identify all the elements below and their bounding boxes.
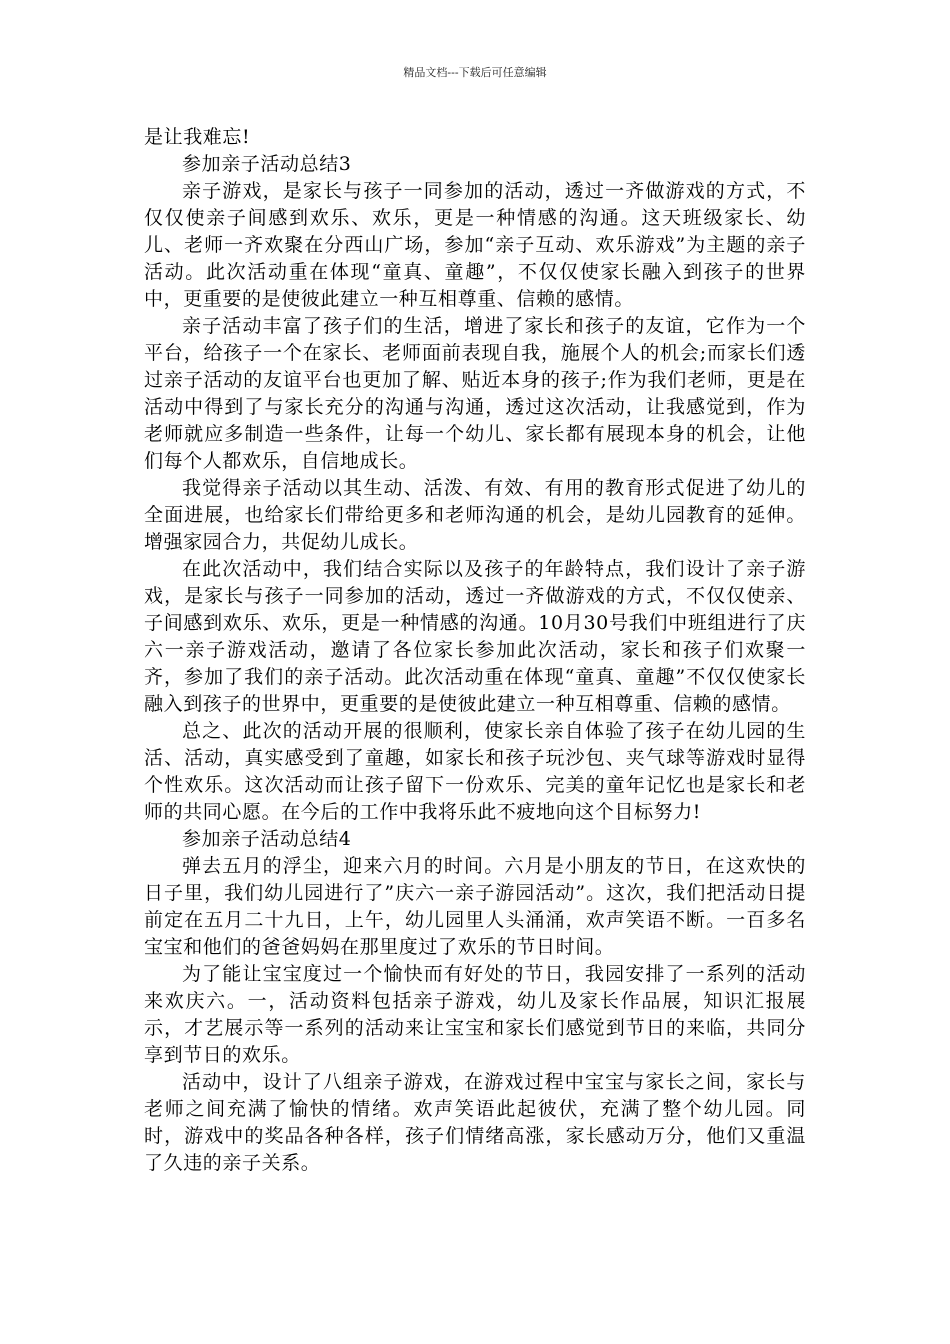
paragraph: 为了能让宝宝度过一个愉快而有好处的节日，我园安排了一系列的活动来欢庆六。一，活动资料包括亲子游戏，幼儿及家长作品展，知识汇报展示，才艺展示等一系列的活动来让宝宝和家长们感觉到节日的来临，共同分享到节日的欢乐。 <box>144 963 806 1066</box>
document-body <box>144 124 806 1177</box>
paragraph: 总之、此次的活动开展的很顺利，使家长亲自体验了孩子在幼儿园的生活、活动，真实感受到了童趣，如家长和孩子玩沙包、夹气球等游戏时显得个性欢乐。这次活动而让孩子留下一份欢乐、完美的童年记忆也是家长和老师的共同心愿。在今后的工作中我将乐此不疲地向这个目标努力! <box>144 720 806 823</box>
paragraph-continuation: 是让我难忘! <box>144 126 251 148</box>
paragraph: 我觉得亲子活动以其生动、活泼、有效、有用的教育形式促进了幼儿的全面进展，也给家长们带给更多和老师沟通的机会，是幼儿园教育的延伸。增强家园合力，共促幼儿成长。 <box>144 477 806 553</box>
paragraph: 亲子游戏，是家长与孩子一同参加的活动，透过一齐做游戏的方式，不仅仅使亲子间感到欢乐、欢乐，更是一种情感的沟通。这天班级家长、幼儿、老师一齐欢聚在分西山广场，参加“亲子互动、欢乐游戏”为主题的亲子活动。此次活动重在体现“童真、童趣”，不仅仅使家长融入到孩子的世界中，更重要的是使彼此建立一种互相尊重、信赖的感情。 <box>144 180 806 310</box>
page-header: 精品文档---下载后可任意编辑 <box>403 66 547 79</box>
section-heading-4: 参加亲子活动总结4 <box>182 828 352 850</box>
paragraph: 活动中，设计了八组亲子游戏，在游戏过程中宝宝与家长之间，家长与老师之间充满了愉快的情绪。欢声笑语此起彼伏，充满了整个幼儿园。同时，游戏中的奖品各种各样，孩子们情绪高涨，家长感动万分，他们又重温了久违的亲子关系。 <box>144 1071 806 1174</box>
paragraph: 弹去五月的浮尘，迎来六月的时间。六月是小朋友的节日，在这欢快的日子里，我们幼儿园进行了”庆六一亲子游园活动”。这次，我们把活动日提前定在五月二十九日，上午，幼儿园里人头涌涌，欢声笑语不断。一百多名宝宝和他们的爸爸妈妈在那里度过了欢乐的节日时间。 <box>144 855 806 958</box>
section-heading-3: 参加亲子活动总结3 <box>182 153 352 175</box>
paragraph: 亲子活动丰富了孩子们的生活，增进了家长和孩子的友谊，它作为一个平台，给孩子一个在家长、老师面前表现自我，施展个人的机会;而家长们透过亲子活动的友谊平台也更加了解、贴近本身的孩子;作为我们老师，更是在活动中得到了与家长充分的沟通与沟通，透过这次活动，让我感觉到，作为老师就应多制造一些条件，让每一个幼儿、家长都有展现本身的机会，让他们每个人都欢乐，自信地成长。 <box>144 315 806 472</box>
paragraph: 在此次活动中，我们结合实际以及孩子的年龄特点，我们设计了亲子游戏，是家长与孩子一同参加的活动，透过一齐做游戏的方式，不仅仅使亲、子间感到欢乐、欢乐，更是一种情感的沟通。10月30号我们中班组进行了庆六一亲子游戏活动，邀请了各位家长参加此次活动，家长和孩子们欢聚一齐，参加了我们的亲子活动。此次活动重在体现“童真、童趣”不仅仅使家长融入到孩子的世界中，更重要的是使彼此建立一种互相尊重、信赖的感情。 <box>144 558 806 715</box>
